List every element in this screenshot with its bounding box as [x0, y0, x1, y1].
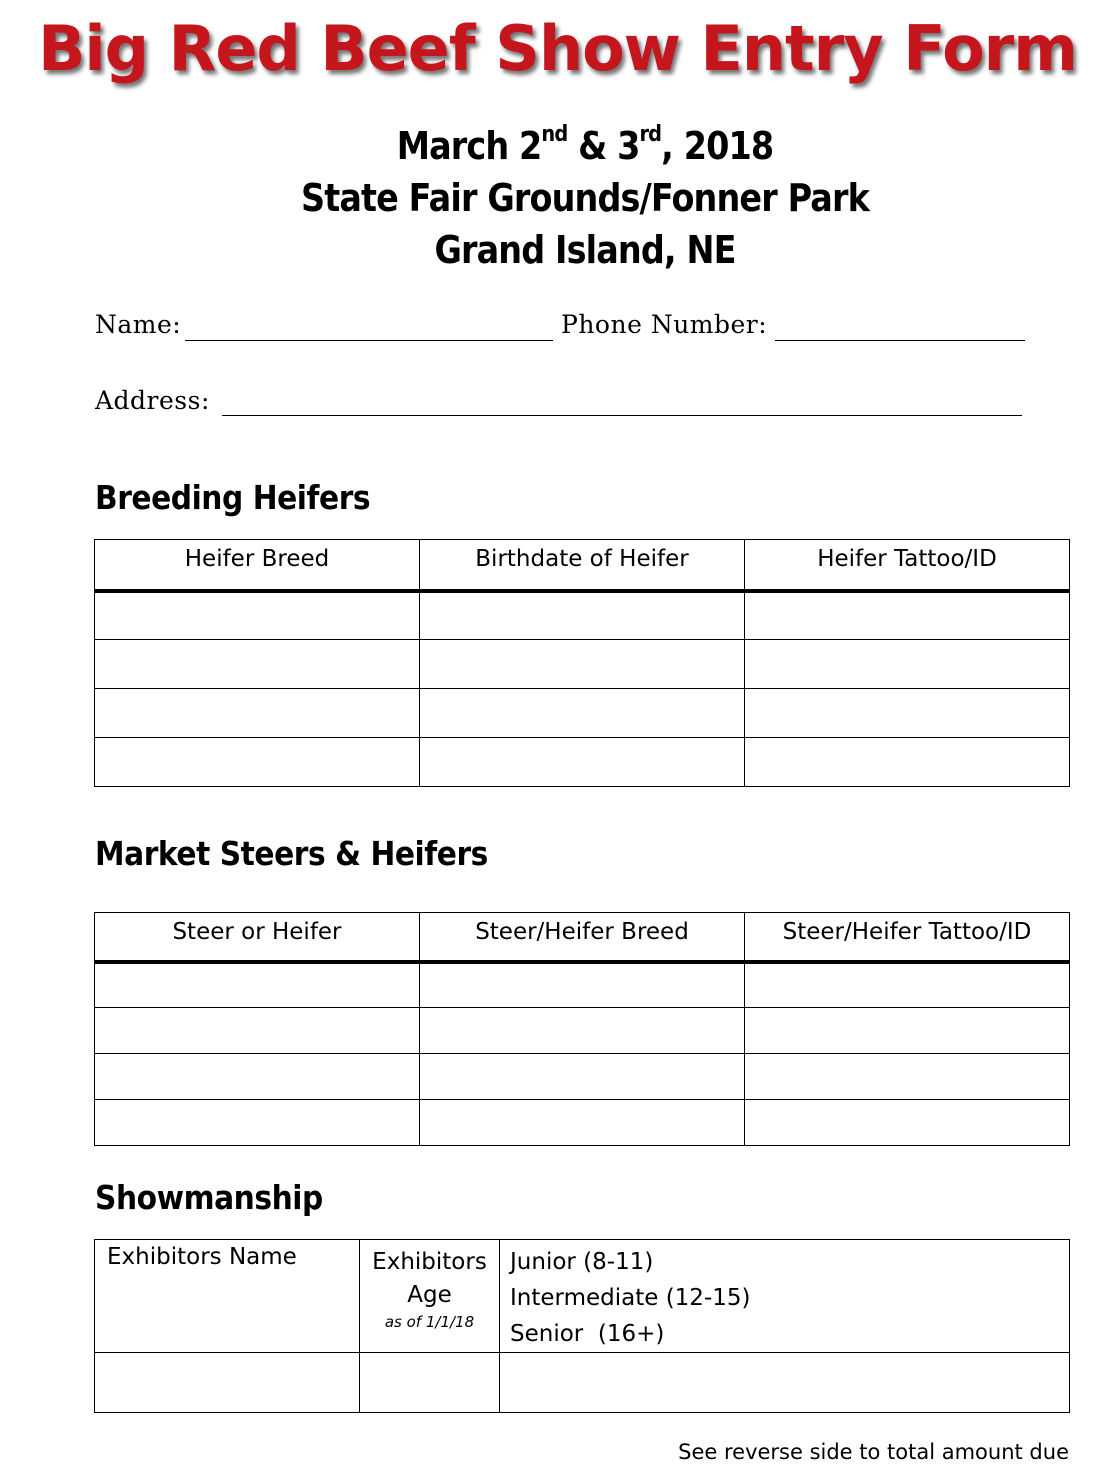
- phone-field[interactable]: [775, 340, 1025, 341]
- event-city: Grand Island, NE: [434, 228, 736, 272]
- event-date-sup-2: rd: [639, 122, 662, 147]
- event-date-second: & 3: [567, 124, 640, 168]
- event-date-year: , 2018: [661, 124, 774, 168]
- table-row: [95, 1054, 1070, 1100]
- column-header: Steer/Heifer Breed: [420, 913, 745, 962]
- event-date-sup-1: nd: [541, 122, 568, 147]
- exhibitors-age-line2: Age: [407, 1282, 452, 1308]
- table-cell[interactable]: [95, 640, 420, 689]
- table-cell[interactable]: [95, 689, 420, 738]
- table-row: [95, 738, 1070, 787]
- table-cell[interactable]: [745, 1054, 1070, 1100]
- event-date-month: March 2: [396, 124, 542, 168]
- showmanship-heading: Showmanship: [95, 1178, 323, 1217]
- table-cell[interactable]: [95, 738, 420, 787]
- event-venue: State Fair Grounds/Fonner Park: [301, 176, 869, 220]
- table-cell[interactable]: [745, 689, 1070, 738]
- table-cell[interactable]: [420, 962, 745, 1008]
- table-cell[interactable]: [745, 1100, 1070, 1146]
- table-cell[interactable]: [360, 1353, 500, 1413]
- address-label: Address:: [95, 386, 210, 415]
- table-cell[interactable]: [420, 640, 745, 689]
- table-cell[interactable]: [95, 1100, 420, 1146]
- column-header: Steer/Heifer Tattoo/ID: [745, 913, 1070, 962]
- age-note: as of 1/1/18: [384, 1313, 475, 1331]
- market-table: [94, 912, 1070, 1146]
- table-row: [95, 1353, 1070, 1413]
- division-senior: Senior (16+): [510, 1321, 665, 1347]
- table-cell[interactable]: [500, 1353, 1070, 1413]
- form-title: Big Red Beef Show Entry Form: [38, 12, 1077, 85]
- address-field[interactable]: [222, 415, 1022, 416]
- table-cell[interactable]: [420, 738, 745, 787]
- column-header: Heifer Breed: [95, 540, 420, 591]
- phone-label: Phone Number:: [561, 310, 768, 339]
- division-intermediate: Intermediate (12-15): [510, 1285, 751, 1311]
- divisions-header: [500, 1240, 1070, 1353]
- column-header: Steer or Heifer: [95, 913, 420, 962]
- exhibitors-age-header: [360, 1240, 500, 1353]
- column-header: Birthdate of Heifer: [420, 540, 745, 591]
- exhibitors-name-header: Exhibitors Name: [95, 1240, 360, 1353]
- table-row: [95, 640, 1070, 689]
- table-cell[interactable]: [745, 738, 1070, 787]
- table-cell[interactable]: [420, 1100, 745, 1146]
- table-cell[interactable]: [420, 591, 745, 640]
- market-heading: Market Steers & Heifers: [95, 834, 488, 873]
- table-row: [95, 1008, 1070, 1054]
- table-cell[interactable]: [420, 1008, 745, 1054]
- table-row: [95, 591, 1070, 640]
- table-cell[interactable]: [95, 962, 420, 1008]
- table-cell[interactable]: [745, 591, 1070, 640]
- table-cell[interactable]: [95, 591, 420, 640]
- division-junior: Junior (8-11): [510, 1249, 654, 1275]
- breeding-heifers-table: [94, 539, 1070, 787]
- table-cell[interactable]: [95, 1353, 360, 1413]
- footer-note: See reverse side to total amount due: [678, 1440, 1069, 1464]
- table-cell[interactable]: [420, 1054, 745, 1100]
- column-header: Heifer Tattoo/ID: [745, 540, 1070, 591]
- table-cell[interactable]: [745, 640, 1070, 689]
- event-date: [70, 124, 1100, 168]
- breeding-heifers-heading: Breeding Heifers: [95, 478, 371, 517]
- table-row: [95, 962, 1070, 1008]
- exhibitors-age-line1: Exhibitors: [372, 1249, 487, 1275]
- table-cell[interactable]: [95, 1008, 420, 1054]
- name-field[interactable]: [185, 340, 553, 341]
- table-cell[interactable]: [745, 962, 1070, 1008]
- table-row: [95, 1100, 1070, 1146]
- table-cell[interactable]: [745, 1008, 1070, 1054]
- table-row: [95, 689, 1070, 738]
- table-cell[interactable]: [95, 1054, 420, 1100]
- showmanship-table: [94, 1239, 1070, 1413]
- name-label: Name:: [95, 310, 182, 339]
- table-cell[interactable]: [420, 689, 745, 738]
